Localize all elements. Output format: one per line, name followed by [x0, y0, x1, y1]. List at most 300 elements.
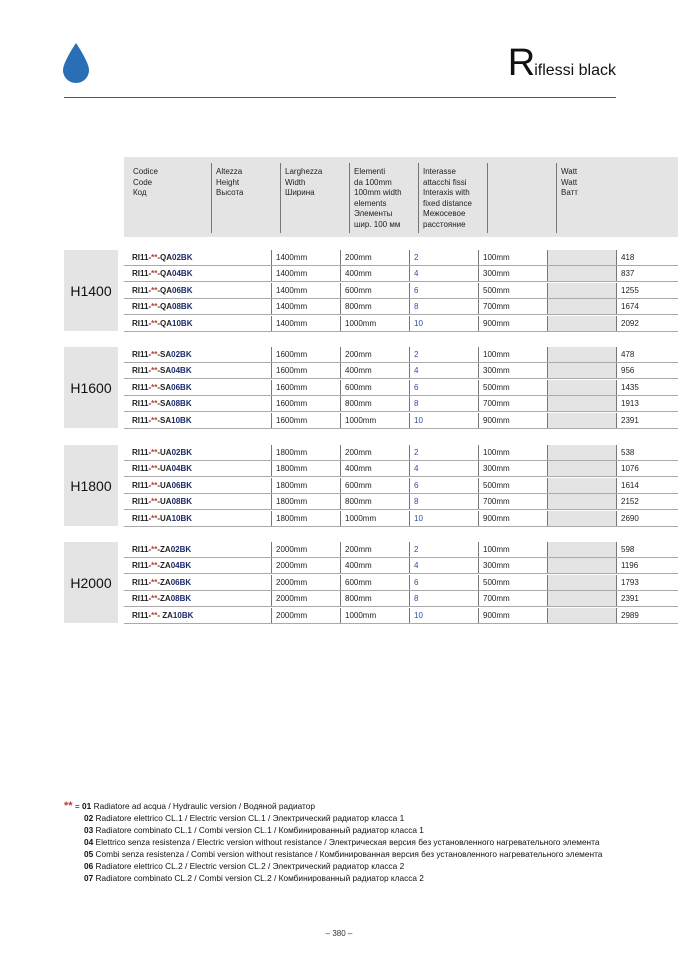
cell-height: 2000mm: [276, 610, 308, 620]
hdr-text: расстояние: [423, 219, 466, 229]
water-drop-icon: [62, 42, 90, 89]
code-prefix: RI11-: [132, 577, 152, 587]
cell-watt: 538: [621, 448, 635, 457]
code-series: -SA: [157, 350, 172, 359]
product-code: [132, 299, 192, 315]
cell-interaxis: 700mm: [483, 399, 510, 409]
cell-elements: 10: [414, 415, 423, 425]
cell-watt: 1674: [621, 302, 639, 312]
cell-separator: [547, 316, 548, 332]
table-header: [124, 157, 678, 237]
cell-separator: [271, 478, 272, 494]
code-suffix: 02BK: [170, 545, 192, 554]
cell-separator: [478, 266, 479, 282]
code-series: -ZA: [157, 545, 171, 554]
empty-shaded-cell: [548, 396, 616, 411]
cell-elements: 2: [414, 350, 419, 359]
cell-elements: 4: [414, 561, 419, 571]
product-code: [132, 316, 192, 332]
code-prefix: RI11-: [132, 366, 152, 376]
code-series: - ZA: [157, 610, 173, 620]
hdr-text: Elementi: [354, 167, 386, 176]
code-prefix: RI11-: [132, 269, 152, 279]
cell-separator: [340, 478, 341, 494]
code-series: -QA: [157, 318, 173, 328]
code-suffix: 06BK: [171, 480, 193, 490]
cell-separator: [271, 250, 272, 266]
empty-shaded-cell: [548, 250, 616, 265]
cell-separator: [340, 608, 341, 624]
code-series: -ZA: [157, 594, 171, 604]
cell-separator: [478, 380, 479, 396]
code-suffix: 08BK: [172, 302, 193, 312]
brand-title: [508, 44, 616, 82]
cell-separator: [616, 511, 617, 527]
cell-separator: [547, 575, 548, 591]
code-asterisks: **: [151, 302, 158, 312]
cell-interaxis: 700mm: [483, 497, 510, 507]
table-row: [124, 363, 678, 379]
code-suffix: 04BK: [171, 366, 192, 376]
product-code: [132, 380, 192, 396]
hdr-text: Ватт: [561, 188, 578, 197]
code-asterisks: **: [151, 415, 158, 425]
cell-separator: [616, 413, 617, 429]
cell-width: 600mm: [345, 480, 372, 490]
cell-width: 600mm: [345, 577, 372, 587]
code-prefix: RI11-: [132, 610, 152, 620]
cell-separator: [340, 591, 341, 607]
cell-separator: [340, 363, 341, 379]
legend-num: 06: [84, 861, 94, 871]
code-prefix: RI11-: [132, 497, 152, 507]
cell-separator: [409, 380, 410, 396]
code-suffix: 04BK: [172, 269, 193, 279]
cell-separator: [547, 266, 548, 282]
table-row: [124, 413, 678, 429]
cell-separator: [340, 396, 341, 412]
code-suffix: 02BK: [172, 253, 193, 262]
cell-separator: [340, 250, 341, 266]
code-suffix: 10BK: [172, 318, 193, 328]
legend-item: [64, 860, 602, 872]
code-suffix: 10BK: [171, 415, 192, 425]
cell-separator: [340, 558, 341, 574]
cell-separator: [616, 380, 617, 396]
cell-separator: [271, 575, 272, 591]
cell-elements: 4: [414, 366, 419, 376]
code-suffix: 08BK: [170, 594, 192, 604]
table-row: [124, 266, 678, 282]
cell-width: 200mm: [345, 253, 372, 262]
cell-separator: [547, 445, 548, 461]
cell-width: 400mm: [345, 561, 372, 571]
table-row: [124, 396, 678, 412]
cell-separator: [478, 283, 479, 299]
cell-separator: [547, 478, 548, 494]
legend: [64, 800, 602, 884]
header-separator: [418, 163, 419, 233]
code-series: -UA: [157, 480, 172, 490]
legend-text: Radiatore combinato CL.2 / Combi version CL.2 / Комбинированный радиатор класса 2: [95, 873, 424, 883]
cell-separator: [340, 380, 341, 396]
cell-separator: [409, 445, 410, 461]
group-label: H2000: [64, 542, 118, 623]
code-prefix: RI11-: [132, 382, 152, 392]
hdr-text: Элементы: [354, 209, 393, 218]
cell-watt: 1076: [621, 464, 639, 474]
legend-item: [64, 824, 602, 836]
legend-text: Elettrico senza resistenza / Electric version without resistance / Электрическая версия без установленного нагревательного элемента: [95, 837, 600, 847]
row-divider: [124, 331, 678, 332]
cell-height: 1600mm: [276, 366, 308, 376]
cell-height: 1400mm: [276, 285, 308, 295]
table-row: [124, 608, 678, 624]
cell-elements: 8: [414, 594, 419, 604]
legend-num: 04: [84, 837, 94, 847]
code-asterisks: **: [151, 561, 158, 571]
cell-separator: [478, 363, 479, 379]
hdr-text: Interasse: [423, 167, 456, 176]
cell-interaxis: 500mm: [483, 285, 510, 295]
cell-separator: [340, 511, 341, 527]
code-prefix: RI11-: [132, 448, 152, 457]
cell-separator: [478, 478, 479, 494]
cell-interaxis: 500mm: [483, 382, 510, 392]
product-code: [132, 542, 191, 558]
cell-watt: 2092: [621, 318, 639, 328]
hdr-text: elements: [354, 198, 387, 208]
code-asterisks: **: [151, 399, 158, 409]
empty-shaded-cell: [548, 461, 616, 476]
cell-watt: 2391: [621, 415, 639, 425]
header-divider: [64, 97, 616, 98]
cell-separator: [616, 250, 617, 266]
cell-width: 1000mm: [345, 610, 377, 620]
cell-height: 1400mm: [276, 318, 308, 328]
cell-separator: [478, 461, 479, 477]
cell-watt: 1614: [621, 480, 639, 490]
code-prefix: RI11-: [132, 399, 152, 409]
col-height-header: [216, 167, 243, 199]
cell-separator: [340, 461, 341, 477]
code-suffix: 10BK: [171, 513, 193, 523]
cell-interaxis: 900mm: [483, 610, 510, 620]
cell-interaxis: 300mm: [483, 464, 510, 474]
legend-num: 03: [84, 825, 94, 835]
legend-text: Combi senza resistenza / Combi version without resistance / Комбинированная версия без установленного нагревательного элемента: [95, 849, 603, 859]
code-asterisks: **: [151, 577, 158, 587]
row-divider: [124, 623, 678, 624]
code-asterisks: **: [151, 464, 158, 474]
cell-separator: [271, 542, 272, 558]
cell-interaxis: 300mm: [483, 561, 510, 571]
table-row: [124, 511, 678, 527]
cell-separator: [478, 347, 479, 363]
code-suffix: 08BK: [171, 497, 193, 507]
cell-width: 800mm: [345, 497, 372, 507]
code-prefix: RI11-: [132, 285, 152, 295]
table-row: [124, 299, 678, 315]
code-series: -SA: [157, 415, 172, 425]
cell-separator: [616, 347, 617, 363]
hdr-text: Watt: [561, 177, 578, 187]
code-prefix: RI11-: [132, 350, 152, 359]
cell-interaxis: 700mm: [483, 594, 510, 604]
page-number: – 380 –: [325, 929, 353, 938]
cell-separator: [478, 299, 479, 315]
cell-separator: [547, 542, 548, 558]
code-series: -QA: [157, 253, 173, 262]
cell-separator: [616, 575, 617, 591]
cell-separator: [409, 363, 410, 379]
cell-separator: [409, 608, 410, 624]
cell-interaxis: 900mm: [483, 415, 510, 425]
table-row: [124, 591, 678, 607]
code-prefix: RI11-: [132, 318, 152, 328]
empty-shaded-cell: [548, 608, 616, 623]
empty-shaded-cell: [548, 478, 616, 493]
cell-watt: 418: [621, 253, 635, 262]
code-suffix: 04BK: [171, 464, 193, 474]
cell-elements: 2: [414, 448, 419, 457]
code-series: -SA: [157, 366, 172, 376]
cell-separator: [340, 316, 341, 332]
code-suffix: 02BK: [171, 350, 192, 359]
product-code: [132, 250, 192, 266]
cell-separator: [547, 380, 548, 396]
cell-separator: [271, 461, 272, 477]
group-label: H1600: [64, 347, 118, 428]
cell-separator: [478, 396, 479, 412]
legend-text: Radiatore elettrico CL.2 / Electric version CL.2 / Электрический радиатор класса 2: [95, 861, 405, 871]
header-separator: [487, 163, 488, 233]
cell-separator: [616, 558, 617, 574]
cell-height: 2000mm: [276, 577, 308, 587]
col-width-header: [285, 167, 322, 199]
hdr-text: Code: [133, 177, 153, 187]
cell-interaxis: 900mm: [483, 318, 510, 328]
cell-width: 400mm: [345, 366, 372, 376]
cell-separator: [616, 363, 617, 379]
empty-shaded-cell: [548, 283, 616, 298]
cell-height: 2000mm: [276, 561, 308, 571]
code-prefix: RI11-: [132, 545, 152, 554]
cell-watt: 598: [621, 545, 635, 554]
cell-width: 800mm: [345, 399, 372, 409]
product-code: [132, 445, 192, 461]
legend-item: [64, 812, 602, 824]
cell-width: 400mm: [345, 464, 372, 474]
hdr-text: Interaxis with: [423, 188, 470, 197]
code-series: -UA: [157, 497, 172, 507]
cell-separator: [616, 316, 617, 332]
product-code: [132, 591, 191, 607]
cell-separator: [409, 558, 410, 574]
product-code: [132, 558, 191, 574]
legend-item: [64, 872, 602, 884]
cell-separator: [271, 608, 272, 624]
code-prefix: RI11-: [132, 302, 152, 312]
code-series: -ZA: [157, 561, 171, 571]
col-interaxis-header: [423, 167, 472, 230]
code-suffix: 04BK: [170, 561, 192, 571]
cell-separator: [616, 299, 617, 315]
cell-watt: 956: [621, 366, 635, 376]
cell-height: 1400mm: [276, 269, 308, 279]
header-separator: [211, 163, 212, 233]
cell-elements: 10: [414, 610, 423, 620]
hdr-text: Larghezza: [285, 167, 323, 176]
hdr-text: Height: [216, 177, 240, 187]
cell-height: 2000mm: [276, 545, 308, 554]
table-row: [124, 461, 678, 477]
code-asterisks: **: [151, 480, 158, 490]
cell-separator: [616, 461, 617, 477]
legend-item: [64, 848, 602, 860]
legend-item: [64, 836, 602, 848]
code-series: -QA: [157, 302, 173, 312]
cell-separator: [409, 250, 410, 266]
col-watt-header: [561, 167, 578, 199]
cell-separator: [271, 511, 272, 527]
cell-separator: [271, 299, 272, 315]
row-divider: [124, 526, 678, 527]
cell-separator: [271, 494, 272, 510]
cell-elements: 2: [414, 253, 419, 262]
empty-shaded-cell: [548, 316, 616, 331]
cell-separator: [409, 575, 410, 591]
table-row: [124, 316, 678, 332]
cell-separator: [547, 283, 548, 299]
cell-separator: [409, 266, 410, 282]
code-prefix: RI11-: [132, 480, 152, 490]
cell-separator: [616, 445, 617, 461]
cell-separator: [340, 266, 341, 282]
header-separator: [556, 163, 557, 233]
product-code: [132, 363, 192, 379]
cell-width: 200mm: [345, 545, 372, 554]
cell-separator: [340, 445, 341, 461]
cell-separator: [271, 266, 272, 282]
cell-elements: 10: [414, 513, 423, 523]
cell-elements: 10: [414, 318, 423, 328]
product-code: [132, 511, 192, 527]
table-row: [124, 445, 678, 461]
cell-separator: [409, 591, 410, 607]
legend-text: Radiatore combinato CL.1 / Combi version CL.1 / Комбинированный радиатор класса 1: [95, 825, 424, 835]
hdr-text: Width: [285, 177, 306, 187]
empty-shaded-cell: [548, 413, 616, 428]
cell-separator: [616, 283, 617, 299]
cell-width: 400mm: [345, 269, 372, 279]
cell-interaxis: 700mm: [483, 302, 510, 312]
empty-shaded-cell: [548, 494, 616, 509]
cell-watt: 1196: [621, 561, 639, 571]
cell-watt: 478: [621, 350, 635, 359]
cell-width: 1000mm: [345, 513, 377, 523]
cell-separator: [547, 347, 548, 363]
hdr-text: fixed distance: [423, 198, 472, 208]
cell-height: 1800mm: [276, 448, 308, 457]
cell-width: 600mm: [345, 382, 372, 392]
code-asterisks: **: [151, 350, 158, 359]
legend-text: Radiatore elettrico CL.1 / Electric version CL.1 / Электрический радиатор класса 1: [95, 813, 405, 823]
code-series: -QA: [157, 269, 173, 279]
code-series: -UA: [157, 513, 172, 523]
table-row: [124, 494, 678, 510]
cell-separator: [547, 413, 548, 429]
code-asterisks: **: [151, 382, 158, 392]
code-series: -ZA: [157, 577, 171, 587]
legend-text: Radiatore ad acqua / Hydraulic version / Водяной радиатор: [93, 801, 315, 811]
table-row: [124, 380, 678, 396]
cell-width: 800mm: [345, 594, 372, 604]
legend-asterisks: **: [64, 800, 73, 812]
cell-separator: [547, 558, 548, 574]
brand-initial: R: [507, 42, 535, 84]
cell-separator: [271, 396, 272, 412]
hdr-text: da 100mm: [354, 177, 392, 187]
cell-separator: [478, 316, 479, 332]
cell-height: 1800mm: [276, 497, 308, 507]
product-code: [132, 494, 192, 510]
cell-separator: [616, 608, 617, 624]
hdr-text: Межосевое: [423, 209, 466, 218]
cell-width: 200mm: [345, 350, 372, 359]
cell-separator: [478, 591, 479, 607]
cell-separator: [409, 283, 410, 299]
code-asterisks: **: [151, 318, 158, 328]
cell-interaxis: 500mm: [483, 480, 510, 490]
hdr-text: Высота: [216, 188, 244, 197]
cell-separator: [340, 347, 341, 363]
cell-elements: 6: [414, 382, 419, 392]
cell-elements: 6: [414, 480, 419, 490]
cell-separator: [271, 316, 272, 332]
col-code-header: [133, 167, 158, 199]
empty-shaded-cell: [548, 363, 616, 378]
cell-width: 1000mm: [345, 318, 377, 328]
code-prefix: RI11-: [132, 415, 152, 425]
cell-separator: [478, 575, 479, 591]
header-separator: [280, 163, 281, 233]
cell-separator: [409, 396, 410, 412]
cell-interaxis: 100mm: [483, 545, 510, 554]
cell-separator: [409, 413, 410, 429]
code-asterisks: **: [151, 545, 158, 554]
code-suffix: 10BK: [172, 610, 194, 620]
code-prefix: RI11-: [132, 561, 152, 571]
cell-elements: 8: [414, 302, 419, 312]
group-label: H1400: [64, 250, 118, 331]
cell-separator: [547, 363, 548, 379]
cell-width: 600mm: [345, 285, 372, 295]
cell-separator: [271, 591, 272, 607]
cell-separator: [616, 478, 617, 494]
cell-separator: [409, 542, 410, 558]
cell-separator: [478, 494, 479, 510]
cell-separator: [271, 363, 272, 379]
cell-elements: 4: [414, 464, 419, 474]
code-prefix: RI11-: [132, 464, 152, 474]
cell-height: 1400mm: [276, 253, 308, 262]
cell-elements: 4: [414, 269, 419, 279]
cell-separator: [616, 591, 617, 607]
cell-separator: [616, 494, 617, 510]
row-divider: [124, 428, 678, 429]
product-code: [132, 413, 192, 429]
